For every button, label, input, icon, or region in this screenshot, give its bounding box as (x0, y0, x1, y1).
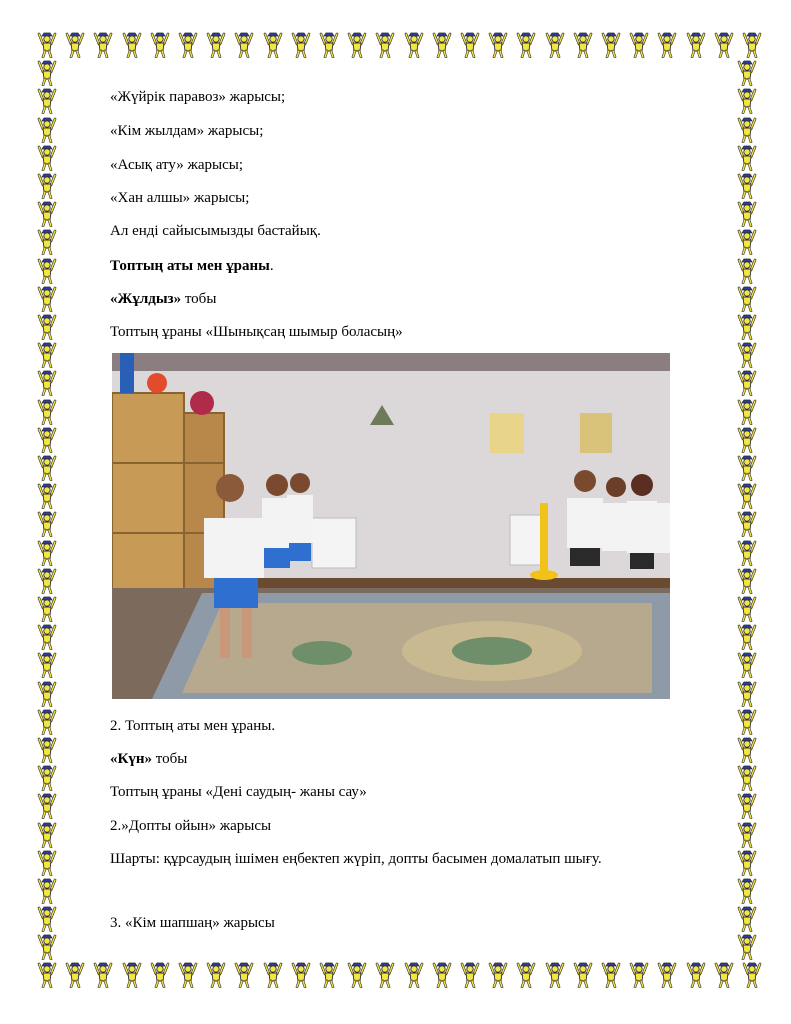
cheering-figure-icon (734, 427, 760, 453)
cheering-figure-icon (734, 455, 760, 481)
cheering-figure-icon (34, 737, 60, 763)
cheering-figure-icon (683, 962, 709, 988)
cheering-figure-icon (34, 60, 60, 86)
cheering-figure-icon (203, 962, 229, 988)
team-name (110, 750, 187, 768)
team-name-rest: тобы (181, 291, 217, 307)
cheering-figure-icon (260, 962, 286, 988)
cheering-figure-icon (734, 286, 760, 312)
heading-rest: . (269, 258, 274, 274)
cheering-figure-icon (62, 32, 88, 58)
heading-bold: Топтың аты мен ұраны (110, 258, 270, 274)
cheering-figure-icon (175, 962, 201, 988)
cheering-figure-icon (711, 962, 737, 988)
cheering-figure-icon (598, 32, 624, 58)
cheering-figure-icon (734, 878, 760, 904)
cheering-figure-icon (734, 88, 760, 114)
cheering-figure-icon (147, 962, 173, 988)
cheering-figure-icon (734, 681, 760, 707)
cheering-figure-icon (34, 934, 60, 960)
cheering-figure-icon (34, 314, 60, 340)
cheering-figure-icon (34, 540, 60, 566)
list-item: «Жүйрік паравоз» жарысы; (110, 89, 286, 105)
cheering-figure-icon (119, 962, 145, 988)
cheering-figure-icon (654, 962, 680, 988)
cheering-figure-icon (734, 258, 760, 284)
cheering-figure-icon (119, 32, 145, 58)
cheering-figure-icon (34, 483, 60, 509)
cheering-figure-icon (34, 370, 60, 396)
cheering-figure-icon (34, 32, 60, 58)
cheering-figure-icon (734, 850, 760, 876)
cheering-figure-icon (34, 709, 60, 735)
cheering-figure-icon (734, 934, 760, 960)
cheering-figure-icon (401, 962, 427, 988)
cheering-figure-icon (34, 117, 60, 143)
cheering-figure-icon (734, 822, 760, 848)
cheering-figure-icon (734, 145, 760, 171)
section-heading: 2. Топтың аты мен ұраны. (110, 718, 276, 734)
cheering-figure-icon (734, 765, 760, 791)
list-item: «Асық ату» жарысы; (110, 157, 243, 173)
cheering-figure-icon (34, 765, 60, 791)
cheering-figure-icon (231, 962, 257, 988)
team-name-bold: «Жұлдыз» (110, 291, 182, 307)
cheering-figure-icon (34, 878, 60, 904)
photo-children-gym (112, 353, 670, 699)
cheering-figure-icon (734, 652, 760, 678)
cheering-figure-icon (739, 962, 765, 988)
cheering-figure-icon (734, 173, 760, 199)
cheering-figure-icon (34, 511, 60, 537)
game-title: 3. «Кім шапшаң» жарысы (110, 915, 275, 931)
team-motto: Топтың ұраны «Шынықсаң шымыр боласың» (110, 324, 403, 340)
cheering-figure-icon (513, 962, 539, 988)
cheering-figure-icon (570, 962, 596, 988)
cheering-figure-icon (34, 962, 60, 988)
cheering-figure-icon (734, 370, 760, 396)
cheering-figure-icon (147, 32, 173, 58)
game-title: 2.»Допты ойын» жарысы (110, 818, 272, 834)
cheering-figure-icon (626, 32, 652, 58)
cheering-figure-icon (372, 962, 398, 988)
cheering-figure-icon (372, 32, 398, 58)
cheering-figure-icon (34, 173, 60, 199)
cheering-figure-icon (734, 483, 760, 509)
cheering-figure-icon (734, 201, 760, 227)
cheering-figure-icon (513, 32, 539, 58)
cheering-figure-icon (34, 793, 60, 819)
team-name-rest: тобы (152, 751, 188, 767)
cheering-figure-icon (34, 229, 60, 255)
cheering-figure-icon (626, 962, 652, 988)
cheering-figure-icon (34, 88, 60, 114)
cheering-figure-icon (316, 962, 342, 988)
cheering-figure-icon (34, 596, 60, 622)
cheering-figure-icon (683, 32, 709, 58)
cheering-figure-icon (734, 624, 760, 650)
team-motto: Топтың ұраны «Дені саудың- жаны сау» (110, 784, 367, 800)
cheering-figure-icon (734, 229, 760, 255)
cheering-figure-icon (734, 568, 760, 594)
cheering-figure-icon (457, 32, 483, 58)
cheering-figure-icon (34, 822, 60, 848)
cheering-figure-icon (429, 32, 455, 58)
cheering-figure-icon (734, 117, 760, 143)
cheering-figure-icon (34, 201, 60, 227)
cheering-figure-icon (485, 962, 511, 988)
cheering-figure-icon (34, 258, 60, 284)
cheering-figure-icon (734, 709, 760, 735)
cheering-figure-icon (34, 342, 60, 368)
cheering-figure-icon (90, 962, 116, 988)
cheering-figure-icon (62, 962, 88, 988)
cheering-figure-icon (34, 568, 60, 594)
cheering-figure-icon (734, 906, 760, 932)
cheering-figure-icon (203, 32, 229, 58)
cheering-figure-icon (739, 32, 765, 58)
cheering-figure-icon (34, 145, 60, 171)
cheering-figure-icon (316, 32, 342, 58)
team-name-bold: «Күн» (110, 751, 153, 767)
cheering-figure-icon (34, 286, 60, 312)
cheering-figure-icon (734, 793, 760, 819)
cheering-figure-icon (734, 596, 760, 622)
photo-scene (112, 353, 670, 699)
cheering-figure-icon (734, 540, 760, 566)
cheering-figure-icon (175, 32, 201, 58)
cheering-figure-icon (598, 962, 624, 988)
cheering-figure-icon (34, 427, 60, 453)
cheering-figure-icon (457, 962, 483, 988)
cheering-figure-icon (734, 511, 760, 537)
cheering-figure-icon (734, 342, 760, 368)
cheering-figure-icon (34, 455, 60, 481)
cheering-figure-icon (485, 32, 511, 58)
cheering-figure-icon (344, 962, 370, 988)
cheering-figure-icon (734, 60, 760, 86)
cheering-figure-icon (401, 32, 427, 58)
cheering-figure-icon (542, 32, 568, 58)
cheering-figure-icon (734, 737, 760, 763)
cheering-figure-icon (34, 850, 60, 876)
list-item: «Хан алшы» жарысы; (110, 190, 250, 206)
section-heading (110, 257, 274, 275)
cheering-figure-icon (734, 314, 760, 340)
cheering-figure-icon (654, 32, 680, 58)
game-rules: Шарты: құрсаудың ішімен еңбектеп жүріп, допты басымен домалатып шығу. (110, 851, 602, 867)
cheering-figure-icon (34, 624, 60, 650)
cheering-figure-icon (260, 32, 286, 58)
cheering-figure-icon (429, 962, 455, 988)
cheering-figure-icon (34, 399, 60, 425)
team-name (110, 290, 216, 308)
cheering-figure-icon (90, 32, 116, 58)
cheering-figure-icon (570, 32, 596, 58)
list-item: «Кім жылдам» жарысы; (110, 123, 264, 139)
cheering-figure-icon (34, 906, 60, 932)
cheering-figure-icon (344, 32, 370, 58)
cheering-figure-icon (288, 32, 314, 58)
cheering-figure-icon (711, 32, 737, 58)
cheering-figure-icon (288, 962, 314, 988)
cheering-figure-icon (34, 652, 60, 678)
cheering-figure-icon (542, 962, 568, 988)
paragraph: Ал енді сайысымызды бастайық. (110, 223, 321, 239)
cheering-figure-icon (231, 32, 257, 58)
cheering-figure-icon (34, 681, 60, 707)
cheering-figure-icon (734, 399, 760, 425)
